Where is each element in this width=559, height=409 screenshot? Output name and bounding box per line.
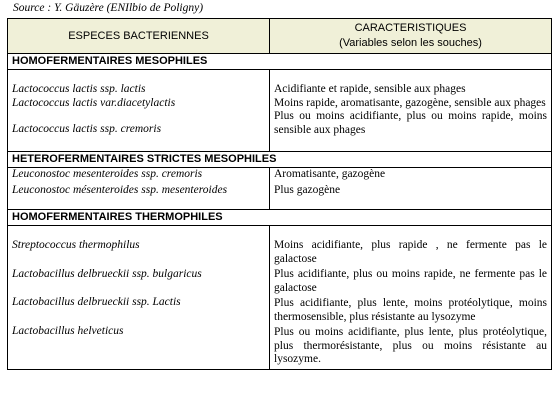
characteristics-text: Plus ou moins acidifiante, plus ou moins rapide, moins sensible aux phages [274, 110, 547, 136]
characteristics-text: Acidifiante et rapide, sensible aux phages [274, 83, 466, 95]
characteristics-cell [270, 70, 552, 152]
characteristics-text: Plus acidifiante, plus ou moins rapide, ne fermente pas le galactose [274, 268, 547, 294]
group-content-row [8, 168, 552, 210]
species-cell [8, 168, 270, 210]
characteristics-text: Moins acidifiante, plus rapide , ne fermente pas le galactose [274, 239, 547, 265]
group-content-row [8, 70, 552, 152]
characteristics-text: Plus ou moins acidifiante, plus lente, plus protéolytique, plus thermorésistante, plus ou moins résistante au lysozyme. [274, 326, 547, 365]
header-species: ESPECES BACTERIENNES [8, 19, 270, 54]
species-name: Leuconostoc mésenteroides ssp. mesenteroides [12, 183, 228, 196]
species-cell [8, 70, 270, 152]
characteristics-cell [270, 168, 552, 210]
characteristics-text: Moins rapide, aromatisante, gazogène, sensible aux phages [274, 96, 546, 109]
group-title: HETEROFERMENTAIRES STRICTES MESOPHILES [8, 152, 552, 168]
header-characteristics [270, 19, 552, 54]
species-name: Lactobacillus delbrueckii ssp. Lactis [12, 296, 181, 308]
characteristics-cell [270, 226, 552, 370]
species-name: Lactobacillus delbrueckii ssp. bulgaricus [12, 267, 202, 280]
species-name: Lactococcus lactis ssp. lactis [12, 83, 146, 95]
species-name: Leuconostoc mesenteroides ssp. cremoris [12, 168, 203, 180]
species-name: Streptococcus thermophilus [12, 239, 140, 251]
characteristics-text: Plus acidifiante, plus lente, moins protéolytique, moins thermosensible, plus résistante au lysozyme [274, 297, 547, 323]
group-title: HOMOFERMENTAIRES THERMOPHILES [8, 210, 552, 226]
species-name: Lactococcus lactis ssp. cremoris [12, 123, 162, 135]
species-name: Lactobacillus helveticus [12, 324, 124, 337]
header-characteristics-subtitle: (Variables selon les souches) [339, 37, 482, 49]
group-title: HOMOFERMENTAIRES MESOPHILES [8, 54, 552, 70]
header-characteristics-title: CARACTERISTIQUES [354, 22, 467, 34]
characteristics-text: Aromatisante, gazogène [274, 168, 386, 180]
bacteria-table [7, 18, 552, 370]
source-caption: Source : Y. Gäuzère (ENIlbio de Poligny) [13, 2, 204, 14]
table-header-row [8, 19, 552, 54]
group-content-row [8, 226, 552, 370]
characteristics-text: Plus gazogène [274, 183, 341, 196]
group-row-homo-thermo [8, 210, 552, 226]
group-row-homo-meso [8, 54, 552, 70]
group-row-hetero-meso [8, 152, 552, 168]
species-name: Lactococcus lactis var.diacetylactis [12, 96, 176, 109]
species-cell [8, 226, 270, 370]
